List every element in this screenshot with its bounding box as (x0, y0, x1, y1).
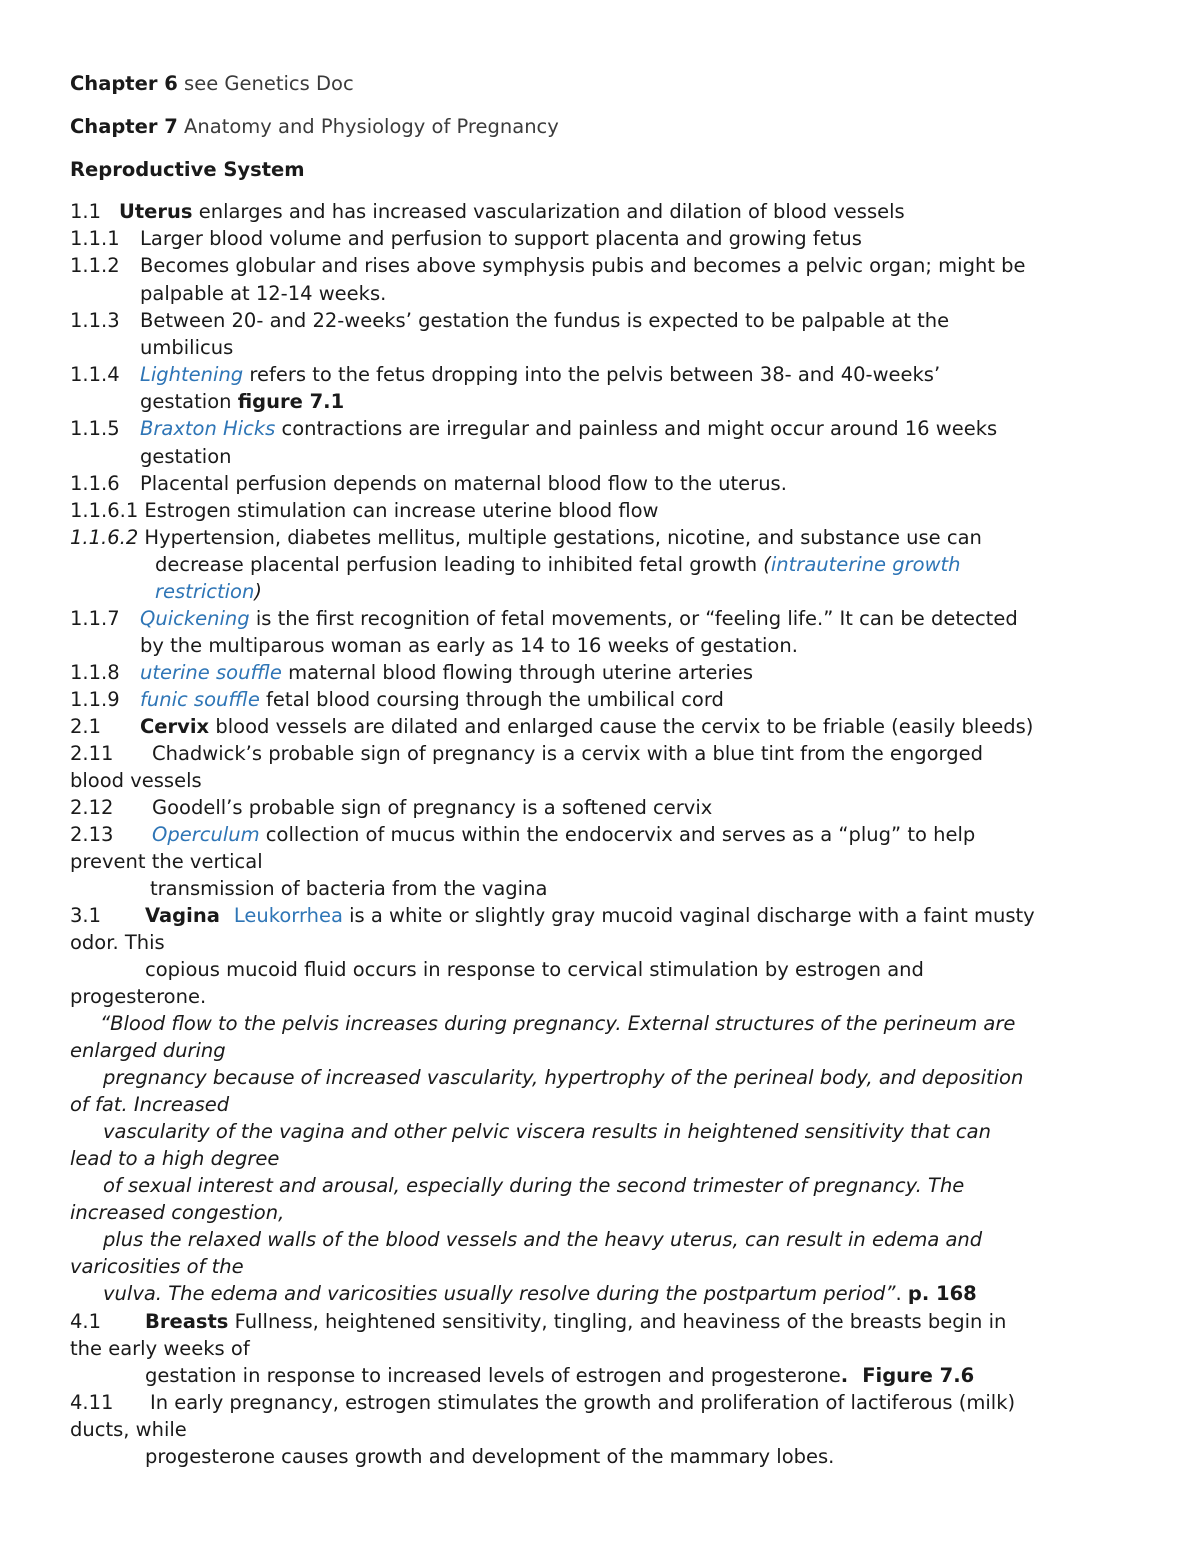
uterus-item-4-number: 1.1.4 (70, 363, 120, 386)
uterus-item-7-text: Quickening is the first recognition of fetal movements, or “feeling life.” It can be detected (140, 607, 1018, 630)
uterus-item-8-text: uterine souffle maternal blood flowing through uterine arteries (140, 661, 754, 684)
quote-line-2: enlarged during (70, 1039, 226, 1062)
term-braxton-hicks: Braxton Hicks (140, 417, 276, 440)
cervix-item-11-text: Chadwick’s probable sign of pregnancy is a cervix with a blue tint from the engorged (152, 742, 983, 765)
cervix-item-12-number: 2.12 (70, 796, 114, 819)
chapter-7-label: Chapter 7 (70, 115, 178, 138)
uterus-item-6-2-cont: decrease placental perfusion leading to inhibited fetal growth (intrauterine growth (155, 553, 961, 576)
cervix-item-11-cont: blood vessels (70, 769, 202, 792)
uterus-item: 1.1 Uterus enlarges and has increased vascularization and dilation of blood vessels (70, 200, 905, 223)
cervix-item-13-text: Operculum collection of mucus within the endocervix and serves as a “plug” to help (152, 823, 976, 846)
term-lightening: Lightening (140, 363, 244, 386)
term-uterine-souffle: uterine souffle (140, 661, 282, 684)
cervix-item-13-number: 2.13 (70, 823, 114, 846)
vagina-number: 3.1 (70, 904, 102, 927)
term-leukorrhea: Leukorrhea (233, 904, 343, 927)
cervix-item-11-number: 2.11 (70, 742, 114, 765)
uterus-item-9-text: funic souffle fetal blood coursing through the umbilical cord (140, 688, 724, 711)
quote-line-8: increased congestion, (70, 1201, 285, 1224)
chapter-6-line (70, 74, 354, 94)
uterus-item-1-number: 1.1.1 (70, 227, 120, 250)
uterus-item-4-text: Lightening refers to the fetus dropping into the pelvis between 38- and 40-weeks’ (140, 363, 941, 386)
term-iugr: intrauterine growth (770, 553, 961, 576)
uterus-item-5-cont: gestation (140, 445, 232, 468)
uterus-item-4-cont: gestation figure 7.1 (140, 390, 345, 413)
breasts-title: Breasts (145, 1310, 229, 1333)
chapter-7-text: Anatomy and Physiology of Pregnancy (177, 115, 559, 138)
quote-line-10: varicosities of the (70, 1255, 244, 1278)
uterus-item-2-cont: palpable at 12-14 weeks. (140, 282, 387, 305)
uterus-item-9-number: 1.1.9 (70, 688, 120, 711)
uterus-item-6-number: 1.1.6 (70, 472, 120, 495)
quote-line-7: of sexual interest and arousal, especially during the second trimester of pregnancy. The (103, 1174, 965, 1197)
figure-ref-7-6: Figure 7.6 (862, 1364, 975, 1387)
breasts-item-11-cont: ducts, while (70, 1418, 187, 1441)
item-number: 1.1 (70, 200, 102, 223)
breasts-cont-1: the early weeks of (70, 1337, 250, 1360)
chapter-7-line (70, 117, 559, 137)
vagina-cont-2: copious mucoid fluid occurs in response to cervical stimulation by estrogen and (145, 958, 924, 981)
uterus-item-3-cont: umbilicus (140, 336, 234, 359)
page-reference: p. 168 (907, 1282, 977, 1305)
figure-ref-7-1: figure 7.1 (237, 390, 345, 413)
quote-line-5: vascularity of the vagina and other pelvic viscera results in heightened sensitivity that can (103, 1120, 991, 1143)
uterus-item-2-number: 1.1.2 (70, 254, 120, 277)
uterus-title: Uterus (119, 200, 193, 223)
term-quickening: Quickening (140, 607, 250, 630)
cervix-title: Cervix (140, 715, 210, 738)
breasts-item-11-number: 4.11 (70, 1391, 114, 1414)
uterus-item-5-number: 1.1.5 (70, 417, 120, 440)
cervix-item-13-cont2: transmission of bacteria from the vagina (150, 877, 548, 900)
vagina-title: Vagina (145, 904, 220, 927)
uterus-item-7-number: 1.1.7 (70, 607, 120, 630)
vagina-item: Vagina Leukorrhea is a white or slightly gray mucoid vaginal discharge with a faint musty (145, 904, 1035, 927)
term-funic-souffle: funic souffle (140, 688, 260, 711)
uterus-item-7-cont: by the multiparous woman as early as 14 to 16 weeks of gestation. (140, 634, 798, 657)
quote-line-3: pregnancy because of increased vascularity, hypertrophy of the perineal body, and deposition (103, 1066, 1024, 1089)
chapter-6-text: see Genetics Doc (177, 72, 354, 95)
uterus-item-6-text: Placental perfusion depends on maternal blood flow to the uterus. (140, 472, 787, 495)
breasts-number: 4.1 (70, 1310, 102, 1333)
uterus-item-1-text: Larger blood volume and perfusion to support placenta and growing fetus (140, 227, 862, 250)
quote-line-1: “Blood flow to the pelvis increases during pregnancy. External structures of the perineum are (100, 1012, 1016, 1035)
quote-line-6: lead to a high degree (70, 1147, 280, 1170)
section-heading: Reproductive System (70, 158, 305, 181)
breasts-item: Breasts Fullness, heightened sensitivity, tingling, and heaviness of the breasts begin in (145, 1310, 1007, 1333)
item-number: 1.1.6.2 (70, 526, 139, 549)
quote-line-9: plus the relaxed walls of the blood vessels and the heavy uterus, can result in edema and (103, 1228, 983, 1251)
uterus-item-6-2: 1.1.6.2 Hypertension, diabetes mellitus, multiple gestations, nicotine, and substance use can (70, 526, 982, 549)
chapter-6-label: Chapter 6 (70, 72, 178, 95)
uterus-item-2-text: Becomes globular and rises above symphysis pubis and becomes a pelvic organ; might be (140, 254, 1026, 277)
uterus-item-3-text: Between 20- and 22-weeks’ gestation the fundus is expected to be palpable at the (140, 309, 950, 332)
term-operculum: Operculum (152, 823, 260, 846)
uterus-item-3-number: 1.1.3 (70, 309, 120, 332)
cervix-item-12-text: Goodell’s probable sign of pregnancy is a softened cervix (152, 796, 713, 819)
uterus-item-6-2-cont2: restriction) (155, 580, 262, 603)
uterus-item-5-text: Braxton Hicks contractions are irregular and painless and might occur around 16 weeks (140, 417, 998, 440)
quote-line-11: vulva. The edema and varicosities usually resolve during the postpartum period”. p. 168 (103, 1282, 977, 1305)
vagina-cont-1: odor. This (70, 931, 165, 954)
vagina-cont-3: progesterone. (70, 985, 207, 1008)
uterus-item-8-number: 1.1.8 (70, 661, 120, 684)
cervix-item-13-cont: prevent the vertical (70, 850, 263, 873)
uterus-item-6-1: 1.1.6.1 Estrogen stimulation can increase uterine blood flow (70, 499, 659, 522)
breasts-cont-2: gestation in response to increased levels of estrogen and progesterone. Figure 7.6 (145, 1364, 975, 1387)
breasts-item-11-text: In early pregnancy, estrogen stimulates the growth and proliferation of lactiferous (milk) (150, 1391, 1016, 1414)
cervix-item: Cervix blood vessels are dilated and enlarged cause the cervix to be friable (easily bleeds) (140, 715, 1034, 738)
quote-line-4: of fat. Increased (70, 1093, 230, 1116)
cervix-number: 2.1 (70, 715, 102, 738)
breasts-item-11-cont2: progesterone causes growth and development of the mammary lobes. (145, 1445, 835, 1468)
